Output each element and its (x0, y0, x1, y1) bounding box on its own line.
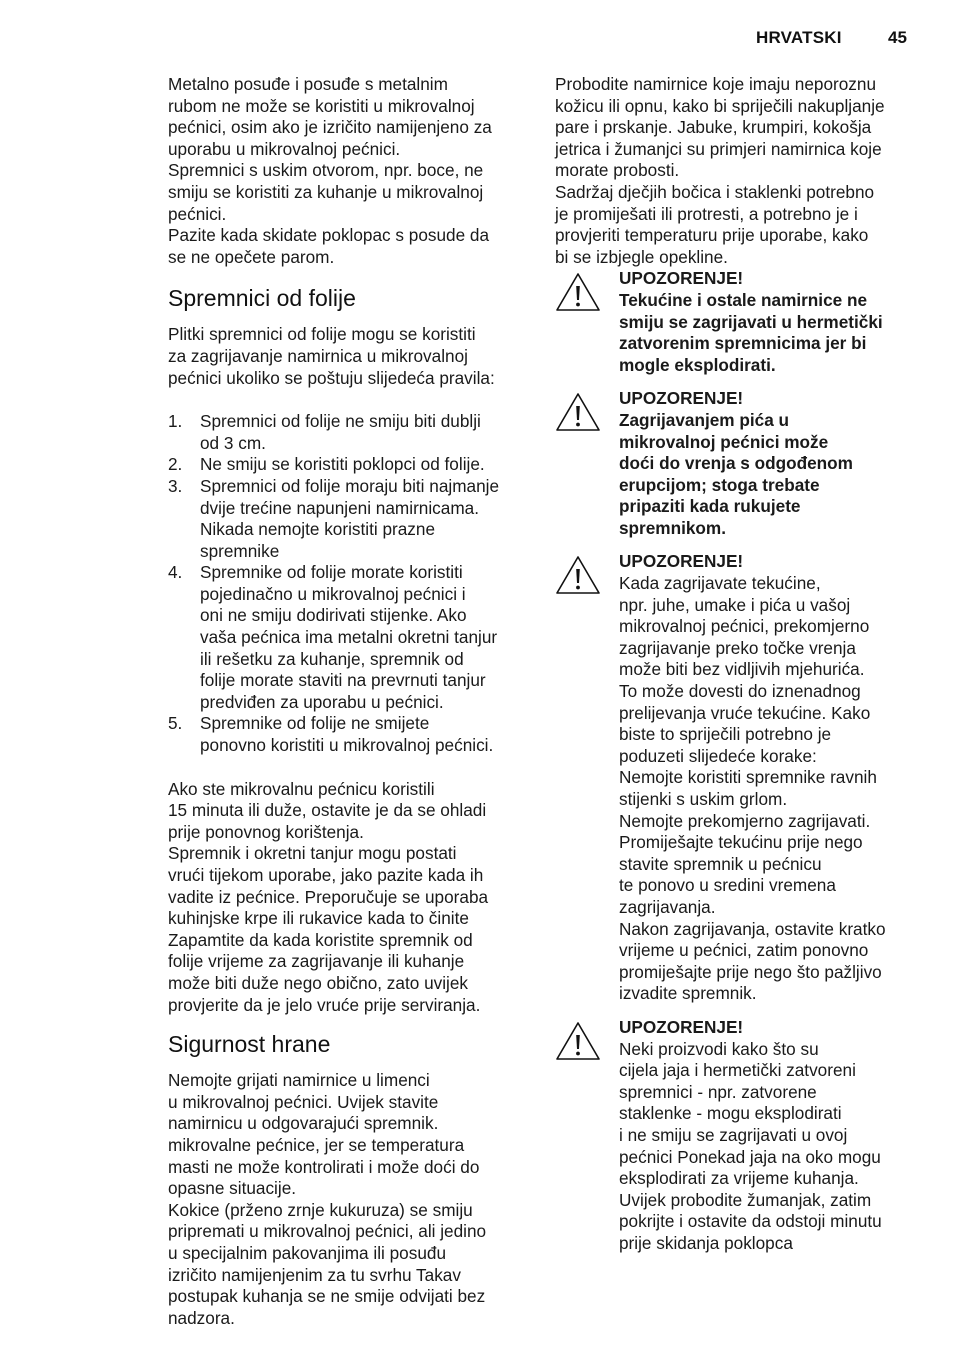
warning-block: UPOZORENJE! Zagrijavanjem pića u mikrovalnoj pećnici može doći do vrenja s odgođenom erupcijom; stoga trebate pripaziti kada rukujete spremnikom. (555, 388, 917, 539)
foil-after-paragraph: Ako ste mikrovalnu pećnicu koristili 15 minuta ili duže, ostavite je da se ohladi prije ponovnog korištenja. Spremnik i okretni tanjur mogu postati vrući tijekom uporabe, jako pazite kada ih vadite iz pećnice. Preporučuje se uporaba kuhinjske krpe ili rukavice kada to činite Zapamtite da kada koristite spremnik od folije vrijeme za zagrijavanje ili kuhanje može biti duže nego obično, zato uvijek provjerite da je jelo vruće prije serviranja. (168, 778, 489, 1015)
page-header (0, 28, 954, 48)
section-heading-foil-containers: Spremnici od folije (168, 285, 356, 312)
warning-title: UPOZORENJE! (619, 1016, 744, 1037)
warning-block: UPOZORENJE! Neki proizvodi kako što su cijela jaja i hermetički zatvoreni spremnici - npr. zatvorene staklenke - mogu eksplodirati i ne smiju se zagrijavati u ovoj pećnici Ponekad jaja na oko mogu eksplodirati za vrijeme kuhanja. Uvijek probodite žumanjak, zatim pokrijte i ostavite da odstoji minutu prije skidanja poklopca (555, 1017, 917, 1255)
section-heading-food-safety: Sigurnost hrane (168, 1031, 331, 1058)
warning-block: UPOZORENJE! Tekućine i ostale namirnice ne smiju se zagrijavati u hermetički zatvorenim spremnicima jer bi mogle eksplodirati. (555, 268, 917, 376)
foil-rules-list (168, 411, 524, 757)
warning-triangle-icon (555, 1021, 601, 1061)
warning-triangle-icon (555, 555, 601, 595)
left-column (168, 74, 524, 1329)
food-safety-paragraph: Nemojte grijati namirnice u limenci u mikrovalnoj pećnici. Uvijek stavite namirnicu u odgovarajući spremnik. mikrovalne pećnice, jer se temperatura masti ne može kontrolirati i može doći do opasne situacije. Kokice (prženo zrnje kukuruza) se smiju pripremati u mikrovalnoj pećnici, ali jedino u specijalnim pakovanjima ili posuđu izričito namijenjenim za tu svrhu Takav postupak kuhanja se ne smije odvijati bez nadzora. (168, 1070, 487, 1328)
right-intro-paragraph: Probodite namirnice koje imaju neporoznu kožicu ili opnu, kako bi spriječili nakupljanje pare i prskanje. Jabuke, krumpiri, kokošja jetrica i žumanjci su primjeri namirnica koje morate probosti. Sadržaj dječjih bočica i staklenki potrebno je promiješati ili protresti, a potrebno je i provjeriti temperaturu prije uporabe, kako bi se izbjegle opekline. (555, 74, 885, 267)
foil-intro-paragraph: Plitki spremnici od folije mogu se koristiti za zagrijavanje namirnica u mikrovalnoj pećnici ukoliko se poštuju slijedeća pravila: (168, 324, 495, 388)
intro-paragraph: Metalno posuđe i posuđe s metalnim rubom ne može se koristiti u mikrovalnoj pećnici, osim ako je izričito namijenjeno za uporabu u mikrovalnoj pećnici. Spremnici s uskim otvorom, npr. boce, ne smiju se koristiti za kuhanje u mikrovalnoj pećnici. Pazite kada skidate poklopac s posude da se ne opečete parom. (168, 74, 492, 267)
warning-block: UPOZORENJE! Kada zagrijavate tekućine, npr. juhe, umake i pića u vašoj mikrovalnoj pećnici, prekomjerno zagrijavanje preko točke vrenja može biti bez vidljivih mjehurića. To može dovesti do iznenadnog prelijevanja vruće tekućine. Kako biste to spriječili potrebno je poduzeti slijedeće korake: Nemojte koristiti spremnike ravnih stijenki s uskim grlom. Nemojte prekomjerno zagrijavati. Promiješajte tekućinu prije nego stavite spremnik u pećnicu te ponovo u sredini vremena zagrijavanja. Nakon zagrijavanja, ostavite kratko vrijeme u pećnici, zatim ponovno promiješajte prije nego što pažljivo izvadite spremnik. (555, 551, 917, 1004)
list-item: 5. Spremnike od folije ne smijete ponovno koristiti u mikrovalnoj pećnici. (168, 713, 494, 756)
language-label: HRVATSKI (756, 28, 842, 47)
warning-title: UPOZORENJE! (619, 551, 744, 572)
warning-triangle-icon (555, 272, 601, 312)
warning-title: UPOZORENJE! (619, 388, 744, 409)
list-item: 1. Spremnici od folije ne smiju biti dublji od 3 cm. (168, 411, 481, 453)
list-item: 4. Spremnike od folije morate koristiti pojedinačno u mikrovalnoj pećnici i oni ne smiju dodirivati stijenke. Ako vaša pećnica ima metalni okretni tanjur ili rešetku za kuhanje, spremnik od folije morate staviti na prevrnuti tanjur predviđen za uporabu u pećnici. (168, 562, 498, 712)
warning-title: UPOZORENJE! (619, 268, 744, 289)
list-item: 3. Spremnici od folije moraju biti najmanje dvije trećine napunjeni namirnicama. Nikada nemojte koristiti prazne spremnike (168, 475, 500, 561)
right-column (555, 74, 917, 1254)
list-item: 2. Ne smiju se koristiti poklopci od folije. (168, 454, 485, 475)
page-number: 45 (888, 28, 907, 47)
warning-triangle-icon (555, 392, 601, 432)
